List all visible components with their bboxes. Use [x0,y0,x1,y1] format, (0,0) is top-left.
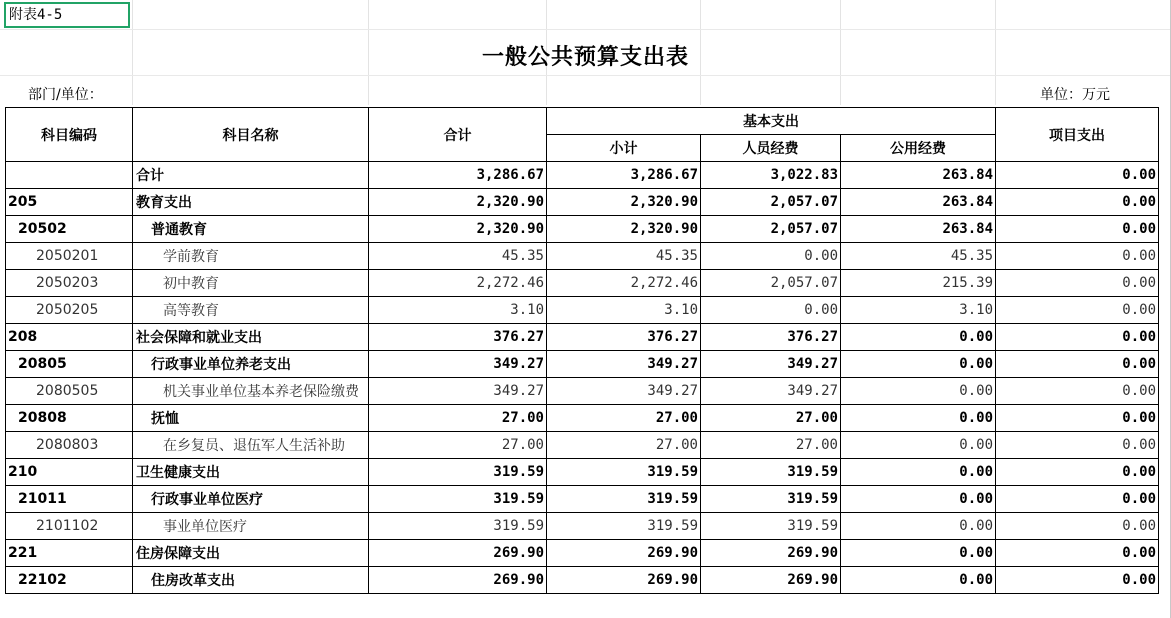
header-project[interactable]: 项目支出 [996,108,1159,162]
row-code-cell[interactable]: 2050205 [6,297,133,324]
row-name-cell[interactable]: 住房改革支出 [133,567,369,594]
row-personnel-cell[interactable]: 349.27 [701,351,841,378]
row-name-cell[interactable]: 学前教育 [133,243,369,270]
row-total-cell[interactable]: 3.10 [369,297,547,324]
row-personnel-cell[interactable]: 319.59 [701,486,841,513]
row-total-cell[interactable]: 27.00 [369,405,547,432]
row-subtotal-cell[interactable]: 3,286.67 [547,162,701,189]
row-code-cell[interactable]: 2050201 [6,243,133,270]
row-subtotal-cell[interactable]: 319.59 [547,486,701,513]
row-total-cell[interactable]: 2,320.90 [369,216,547,243]
row-total-cell[interactable]: 269.90 [369,567,547,594]
selected-cell[interactable]: 附表4-5 [4,2,130,28]
row-project-cell[interactable]: 0.00 [996,216,1159,243]
row-personnel-cell[interactable]: 2,057.07 [701,270,841,297]
row-project-cell[interactable]: 0.00 [996,432,1159,459]
table-row[interactable] [6,432,1159,459]
row-subtotal-cell[interactable]: 27.00 [547,432,701,459]
header-public[interactable]: 公用经费 [841,135,996,162]
row-project-cell[interactable]: 0.00 [996,297,1159,324]
row-personnel-cell[interactable]: 319.59 [701,513,841,540]
row-project-cell[interactable]: 0.00 [996,324,1159,351]
row-code-cell[interactable]: 2080505 [6,378,133,405]
table-row[interactable] [6,567,1159,594]
row-subtotal-cell[interactable]: 2,320.90 [547,216,701,243]
table-row[interactable] [6,162,1159,189]
row-name-cell[interactable]: 普通教育 [133,216,369,243]
header-basic[interactable]: 基本支出 [547,108,996,135]
row-project-cell[interactable]: 0.00 [996,405,1159,432]
row-personnel-cell[interactable]: 0.00 [701,243,841,270]
row-total-cell[interactable]: 349.27 [369,378,547,405]
row-project-cell[interactable]: 0.00 [996,243,1159,270]
row-public-cell[interactable]: 0.00 [841,540,996,567]
row-total-cell[interactable]: 376.27 [369,324,547,351]
header-total[interactable]: 合计 [369,108,547,162]
row-public-cell[interactable]: 0.00 [841,405,996,432]
row-name-cell[interactable]: 社会保障和就业支出 [133,324,369,351]
row-personnel-cell[interactable]: 2,057.07 [701,189,841,216]
row-code-cell[interactable]: 20808 [6,405,133,432]
row-code-cell[interactable]: 2101102 [6,513,133,540]
row-code-cell[interactable]: 20805 [6,351,133,378]
row-subtotal-cell[interactable]: 349.27 [547,351,701,378]
header-subtotal[interactable]: 小计 [547,135,701,162]
row-personnel-cell[interactable]: 27.00 [701,405,841,432]
row-name-cell[interactable]: 教育支出 [133,189,369,216]
row-total-cell[interactable]: 2,320.90 [369,189,547,216]
table-row[interactable] [6,243,1159,270]
row-name-cell[interactable]: 住房保障支出 [133,540,369,567]
row-name-cell[interactable]: 抚恤 [133,405,369,432]
row-code-cell[interactable]: 221 [6,540,133,567]
row-subtotal-cell[interactable]: 319.59 [547,459,701,486]
row-subtotal-cell[interactable]: 2,272.46 [547,270,701,297]
row-project-cell[interactable]: 0.00 [996,162,1159,189]
row-project-cell[interactable]: 0.00 [996,189,1159,216]
table-row[interactable] [6,513,1159,540]
row-project-cell[interactable]: 0.00 [996,378,1159,405]
row-code-cell[interactable]: 208 [6,324,133,351]
row-code-cell[interactable]: 2050203 [6,270,133,297]
row-code-cell[interactable]: 205 [6,189,133,216]
table-row[interactable] [6,324,1159,351]
table-row[interactable] [6,378,1159,405]
row-personnel-cell[interactable]: 269.90 [701,567,841,594]
row-code-cell[interactable]: 2080803 [6,432,133,459]
page-title: 一般公共预算支出表 [481,44,689,70]
header-code[interactable]: 科目编码 [6,108,133,162]
row-public-cell[interactable]: 0.00 [841,432,996,459]
row-public-cell[interactable]: 3.10 [841,297,996,324]
row-total-cell[interactable]: 45.35 [369,243,547,270]
row-code-cell[interactable]: 21011 [6,486,133,513]
row-code-cell[interactable]: 20502 [6,216,133,243]
row-total-cell[interactable]: 319.59 [369,486,547,513]
row-total-cell[interactable]: 319.59 [369,513,547,540]
row-total-cell[interactable]: 269.90 [369,540,547,567]
row-name-cell[interactable]: 行政事业单位医疗 [133,486,369,513]
row-name-cell[interactable]: 高等教育 [133,297,369,324]
row-public-cell[interactable]: 263.84 [841,162,996,189]
row-project-cell[interactable]: 0.00 [996,459,1159,486]
row-subtotal-cell[interactable]: 376.27 [547,324,701,351]
row-personnel-cell[interactable]: 349.27 [701,378,841,405]
table-row[interactable] [6,459,1159,486]
row-subtotal-cell[interactable]: 269.90 [547,540,701,567]
row-project-cell[interactable]: 0.00 [996,567,1159,594]
row-project-cell[interactable]: 0.00 [996,351,1159,378]
row-code-cell[interactable] [6,162,133,189]
row-public-cell[interactable]: 0.00 [841,513,996,540]
row-code-cell[interactable]: 210 [6,459,133,486]
row-name-cell[interactable]: 合计 [133,162,369,189]
row-project-cell[interactable]: 0.00 [996,513,1159,540]
table-row[interactable] [6,297,1159,324]
row-personnel-cell[interactable]: 269.90 [701,540,841,567]
row-code-cell[interactable]: 22102 [6,567,133,594]
table-row[interactable] [6,486,1159,513]
row-public-cell[interactable]: 215.39 [841,270,996,297]
row-public-cell[interactable]: 0.00 [841,378,996,405]
unit-label: 单位：万元 [1040,87,1110,103]
row-project-cell[interactable]: 0.00 [996,540,1159,567]
row-public-cell[interactable]: 0.00 [841,324,996,351]
row-personnel-cell[interactable]: 3,022.83 [701,162,841,189]
budget-table [5,107,1159,594]
row-subtotal-cell[interactable]: 27.00 [547,405,701,432]
row-subtotal-cell[interactable]: 45.35 [547,243,701,270]
table-row[interactable] [6,270,1159,297]
header-personnel[interactable]: 人员经费 [701,135,841,162]
row-project-cell[interactable]: 0.00 [996,486,1159,513]
row-public-cell[interactable]: 0.00 [841,459,996,486]
row-project-cell[interactable]: 0.00 [996,270,1159,297]
row-name-cell[interactable]: 机关事业单位基本养老保险缴费 [133,378,369,405]
row-subtotal-cell[interactable]: 319.59 [547,513,701,540]
row-subtotal-cell[interactable]: 349.27 [547,378,701,405]
table-row[interactable] [6,540,1159,567]
table-row[interactable] [6,189,1159,216]
row-personnel-cell[interactable]: 376.27 [701,324,841,351]
row-name-cell[interactable]: 行政事业单位养老支出 [133,351,369,378]
row-personnel-cell[interactable]: 2,057.07 [701,216,841,243]
header-name[interactable]: 科目名称 [133,108,369,162]
row-total-cell[interactable]: 349.27 [369,351,547,378]
row-name-cell[interactable]: 初中教育 [133,270,369,297]
row-subtotal-cell[interactable]: 3.10 [547,297,701,324]
row-subtotal-cell[interactable]: 269.90 [547,567,701,594]
row-total-cell[interactable]: 27.00 [369,432,547,459]
row-personnel-cell[interactable]: 319.59 [701,459,841,486]
department-label: 部门/单位： [28,87,103,103]
row-name-cell[interactable]: 事业单位医疗 [133,513,369,540]
table-row[interactable] [6,405,1159,432]
row-name-cell[interactable]: 在乡复员、退伍军人生活补助 [133,432,369,459]
row-personnel-cell[interactable]: 0.00 [701,297,841,324]
row-personnel-cell[interactable]: 27.00 [701,432,841,459]
row-total-cell[interactable]: 319.59 [369,459,547,486]
row-public-cell[interactable]: 263.84 [841,216,996,243]
row-public-cell[interactable]: 45.35 [841,243,996,270]
table-row[interactable] [6,351,1159,378]
row-public-cell[interactable]: 263.84 [841,189,996,216]
row-public-cell[interactable]: 0.00 [841,567,996,594]
row-total-cell[interactable]: 2,272.46 [369,270,547,297]
row-total-cell[interactable]: 3,286.67 [369,162,547,189]
row-public-cell[interactable]: 0.00 [841,486,996,513]
table-row[interactable] [6,216,1159,243]
row-public-cell[interactable]: 0.00 [841,351,996,378]
row-subtotal-cell[interactable]: 2,320.90 [547,189,701,216]
row-name-cell[interactable]: 卫生健康支出 [133,459,369,486]
